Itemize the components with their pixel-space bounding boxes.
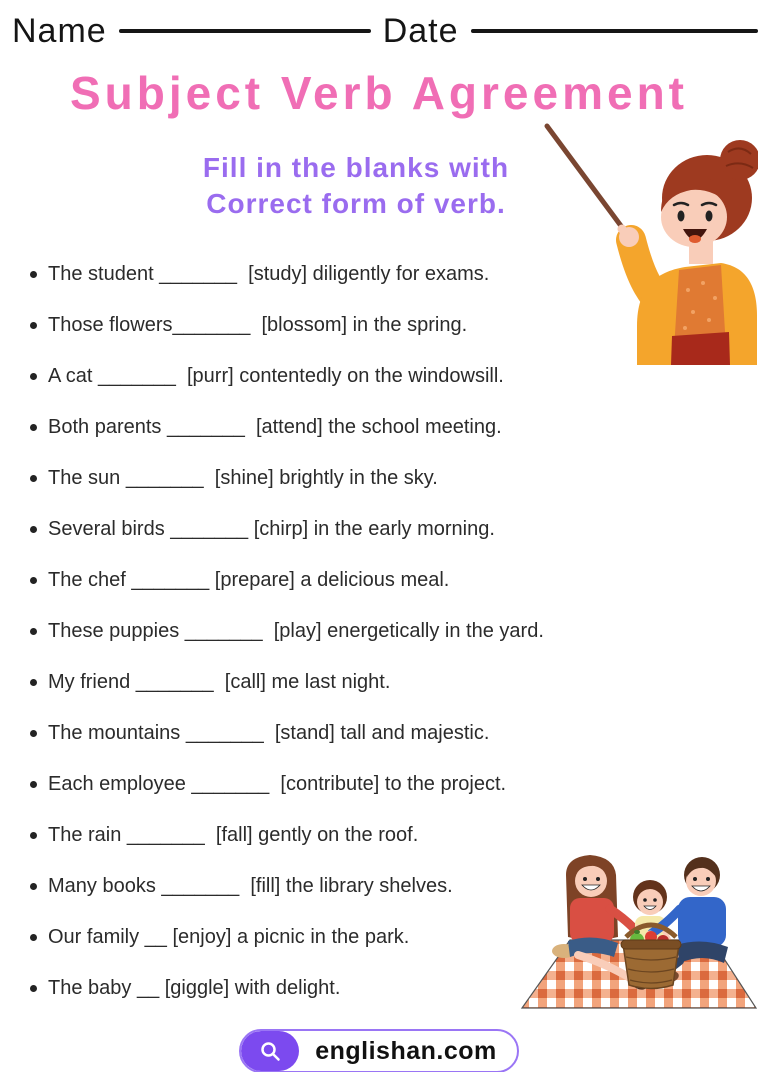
sentence-item: These puppies _______ [play] energetically in the yard. (30, 619, 710, 643)
sentence-item: Our family __ [enjoy] a picnic in the park. (30, 925, 710, 949)
sentence-item: The baby __ [giggle] with delight. (30, 976, 710, 1000)
date-blank-line (471, 29, 758, 33)
name-date-header (12, 8, 758, 54)
website-badge[interactable] (239, 1029, 519, 1072)
name-blank-line (119, 29, 371, 33)
sentence-item: Each employee _______ [contribute] to the project. (30, 772, 710, 796)
sentence-item: The mountains _______ [stand] tall and majestic. (30, 721, 710, 745)
sentence-item: My friend _______ [call] me last night. (30, 670, 710, 694)
website-url: englishan.com (315, 1036, 497, 1065)
name-label: Name (12, 11, 107, 50)
pointer-stick (547, 126, 627, 234)
sentence-item: The rain _______ [fall] gently on the roof. (30, 823, 710, 847)
sentence-item: The chef _______ [prepare] a delicious meal. (30, 568, 710, 592)
family-picnic-illustration (520, 845, 758, 1010)
sentence-item: Those flowers_______ [blossom] in the spring. (30, 313, 710, 337)
sentence-item: The sun _______ [shine] brightly in the sky. (30, 466, 710, 490)
date-label: Date (382, 11, 459, 50)
sentence-item: A cat _______ [purr] contentedly on the windowsill. (30, 364, 710, 388)
search-icon (241, 1031, 299, 1071)
sentence-item: Many books _______ [fill] the library shelves. (30, 874, 710, 898)
footer (0, 1029, 758, 1072)
instructions-line2: Correct form of verb. (206, 187, 506, 219)
sentence-item: Both parents _______ [attend] the school meeting. (30, 415, 710, 439)
sentence-item: Several birds _______ [chirp] in the early morning. (30, 517, 710, 541)
sentence-item: The student _______ [study] diligently for exams. (30, 262, 710, 286)
picnic-basket (623, 944, 679, 989)
instructions-line1: Fill in the blanks with (202, 152, 510, 183)
page-title: Subject Verb Agreement (69, 67, 688, 119)
